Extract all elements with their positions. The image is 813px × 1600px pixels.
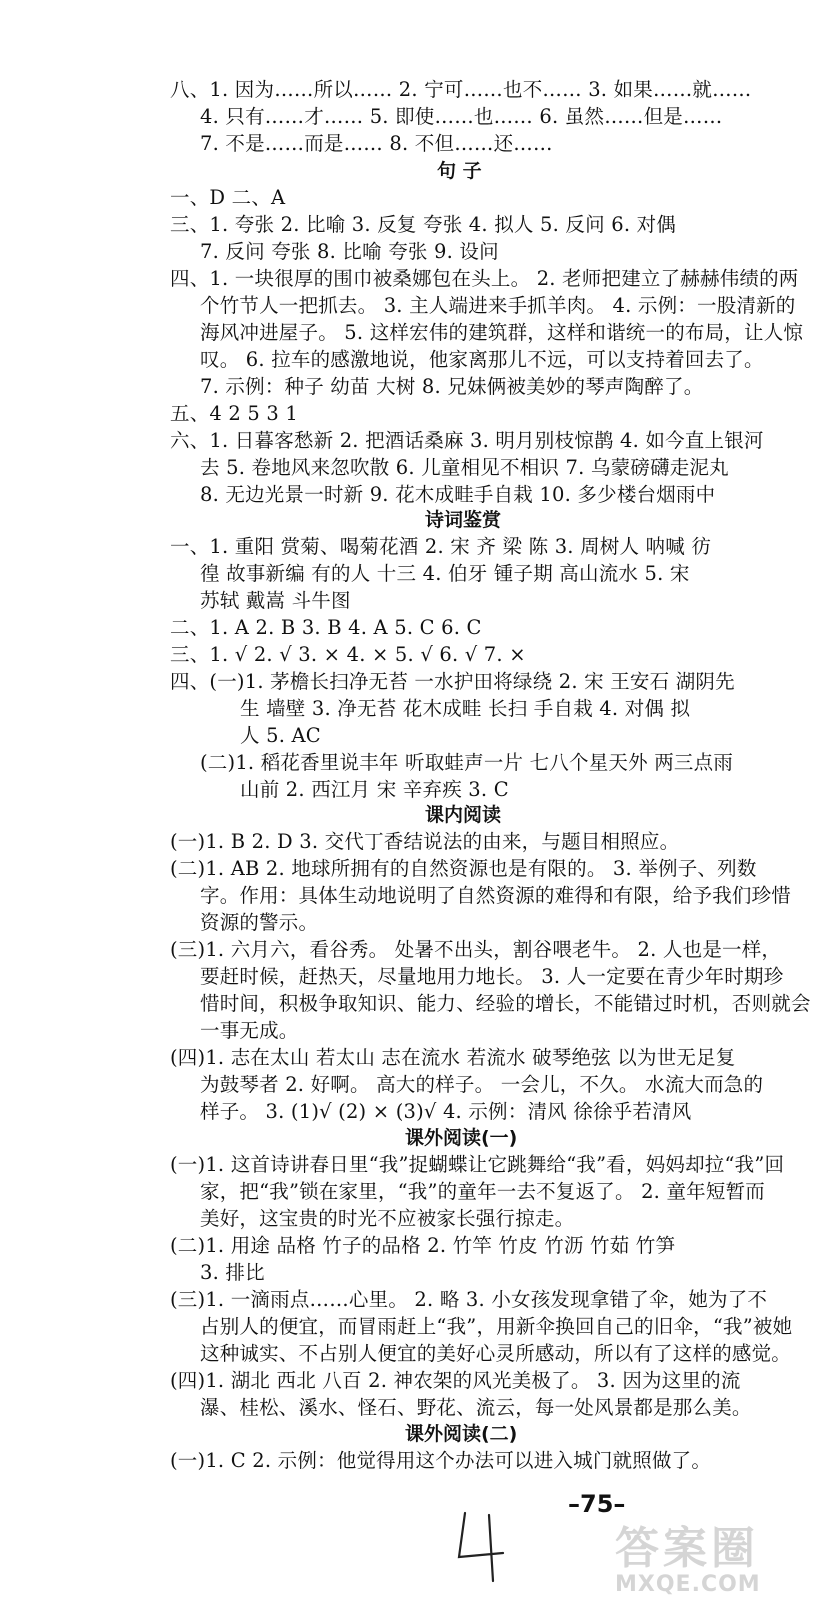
text-line: 3. 排比 xyxy=(200,1261,265,1284)
text-line: 三、1. 夸张 2. 比喻 3. 反复 夸张 4. 拟人 5. 反问 6. 对偶 xyxy=(170,213,677,236)
text-line: 7. 示例：种子 幼苗 大树 8. 兄妹俩被美妙的琴声陶醉了。 xyxy=(200,375,704,398)
section-heading: 句 子 xyxy=(437,160,482,182)
text-line: 要赶时候，赶热天，尽量地用力地长。 3. 人一定要在青少年时期珍 xyxy=(200,965,784,988)
handwritten-mark xyxy=(445,1505,525,1585)
text-line: 海风冲进屋子。 5. 这样宏伟的建筑群，这样和谐统一的布局，让人惊 xyxy=(200,321,804,344)
text-line: (四)1. 湖北 西北 八百 2. 神农架的风光美极了。 3. 因为这里的流 xyxy=(170,1369,741,1392)
text-line: 字。作用：具体生动地说明了自然资源的难得和有限，给予我们珍惜 xyxy=(200,884,792,907)
text-line: (四)1. 志在太山 若太山 志在流水 若流水 破琴绝弦 以为世无足复 xyxy=(170,1046,736,1069)
section-heading: 课外阅读(一) xyxy=(405,1127,518,1149)
text-line: 三、1. √ 2. √ 3. × 4. × 5. √ 6. √ 7. × xyxy=(170,643,526,666)
text-line: (二)1. AB 2. 地球所拥有的自然资源也是有限的。 3. 举例子、列数 xyxy=(170,857,757,880)
text-line: 这种诚实、不占别人便宜的美好心灵所感动，所以有了这样的感觉。 xyxy=(200,1342,792,1365)
text-line: 去 5. 卷地风来忽吹散 6. 儿童相见不相识 7. 乌蒙磅礴走泥丸 xyxy=(200,456,729,479)
text-line: 叹。 6. 拉车的感激地说，他家离那儿不远，可以支持着回去了。 xyxy=(200,348,764,371)
text-line: 资源的警示。 xyxy=(200,911,319,934)
text-line: 八、1. 因为……所以…… 2. 宁可……也不…… 3. 如果……就…… xyxy=(170,78,752,101)
text-line: 一事无成。 xyxy=(200,1019,299,1042)
text-line: 样子。 3. (1)√ (2) × (3)√ 4. 示例：清风 徐徐乎若清风 xyxy=(200,1100,692,1123)
text-line: 美好，这宝贵的时光不应被家长强行掠走。 xyxy=(200,1207,575,1230)
text-line: 四、1. 一块很厚的围巾被桑娜包在头上。 2. 老师把建立了赫赫伟绩的两 xyxy=(170,267,799,290)
page-number: –75– xyxy=(568,1490,626,1518)
text-line: 为鼓琴者 2. 好啊。 高大的样子。 一会儿，不久。 水流大而急的 xyxy=(200,1073,764,1096)
text-line: (一)1. 这首诗讲春日里“我”捉蝴蝶让它跳舞给“我”看，妈妈却拉“我”回 xyxy=(170,1153,785,1176)
text-line: 家，把“我”锁在家里，“我”的童年一去不复返了。 2. 童年短暂而 xyxy=(200,1180,765,1203)
text-line: 六、1. 日暮客愁新 2. 把酒话桑麻 3. 明月别枝惊鹊 4. 如今直上银河 xyxy=(170,429,764,452)
text-line: 占别人的便宜，而冒雨赶上“我”，用新伞换回自己的旧伞，“我”被她 xyxy=(200,1315,793,1338)
text-line: (三)1. 一滴雨点……心里。 2. 略 3. 小女孩发现拿错了伞，她为了不 xyxy=(170,1288,768,1311)
watermark-text: 答案圈 xyxy=(615,1523,759,1574)
section-heading: 课外阅读(二) xyxy=(405,1423,518,1445)
text-line: 8. 无边光景一时新 9. 花木成畦手自栽 10. 多少楼台烟雨中 xyxy=(200,483,716,506)
text-line: 二、1. A 2. B 3. B 4. A 5. C 6. C xyxy=(170,616,482,639)
section-heading: 课内阅读 xyxy=(425,804,502,826)
text-line: 4. 只有……才…… 5. 即使……也…… 6. 虽然……但是…… xyxy=(200,105,723,128)
text-line: (一)1. C 2. 示例：他觉得用这个办法可以进入城门就照做了。 xyxy=(170,1449,712,1472)
watermark-url: MXQE.COM xyxy=(615,1572,761,1597)
text-line: 人 5. AC xyxy=(240,724,321,747)
text-line: 个竹节人一把抓去。 3. 主人端进来手抓羊肉。 4. 示例：一股清新的 xyxy=(200,294,796,317)
text-line: 四、(一)1. 茅檐长扫净无苔 一水护田将绿绕 2. 宋 王安石 湖阴先 xyxy=(170,670,735,693)
text-line: 山前 2. 西江月 宋 辛弃疾 3. C xyxy=(240,778,509,801)
text-line: 惜时间，积极争取知识、能力、经验的增长，不能错过时机，否则就会 xyxy=(200,992,811,1015)
text-line: 生 墙壁 3. 净无苔 花木成畦 长扫 手自栽 4. 对偶 拟 xyxy=(240,697,691,720)
watermark-logo xyxy=(615,1512,810,1598)
section-heading: 诗词鉴赏 xyxy=(425,509,502,531)
text-line: 苏轼 戴嵩 斗牛图 xyxy=(200,589,351,612)
text-line: 一、D 二、A xyxy=(170,186,286,209)
text-line: (一)1. B 2. D 3. 交代丁香结说法的由来，与题目相照应。 xyxy=(170,830,680,853)
text-line: (二)1. 稻花香里说丰年 听取蛙声一片 七八个星天外 两三点雨 xyxy=(200,751,734,774)
text-line: (三)1. 六月六，看谷秀。 处暑不出头，割谷喂老牛。 2. 人也是一样， xyxy=(170,938,782,961)
text-line: 瀑、桂松、溪水、怪石、野花、流云，每一处风景都是那么美。 xyxy=(200,1396,752,1419)
text-line: (二)1. 用途 品格 竹子的品格 2. 竹竿 竹皮 竹沥 竹茹 竹笋 xyxy=(170,1234,676,1257)
text-line: 徨 故事新编 有的人 十三 4. 伯牙 锺子期 高山流水 5. 宋 xyxy=(200,562,690,585)
text-line: 7. 反问 夸张 8. 比喻 夸张 9. 设问 xyxy=(200,240,499,263)
text-line: 五、4 2 5 3 1 xyxy=(170,402,299,425)
text-line: 一、1. 重阳 赏菊、喝菊花酒 2. 宋 齐 梁 陈 3. 周树人 呐喊 彷 xyxy=(170,535,712,558)
text-line: 7. 不是……而是…… 8. 不但……还…… xyxy=(200,132,553,155)
